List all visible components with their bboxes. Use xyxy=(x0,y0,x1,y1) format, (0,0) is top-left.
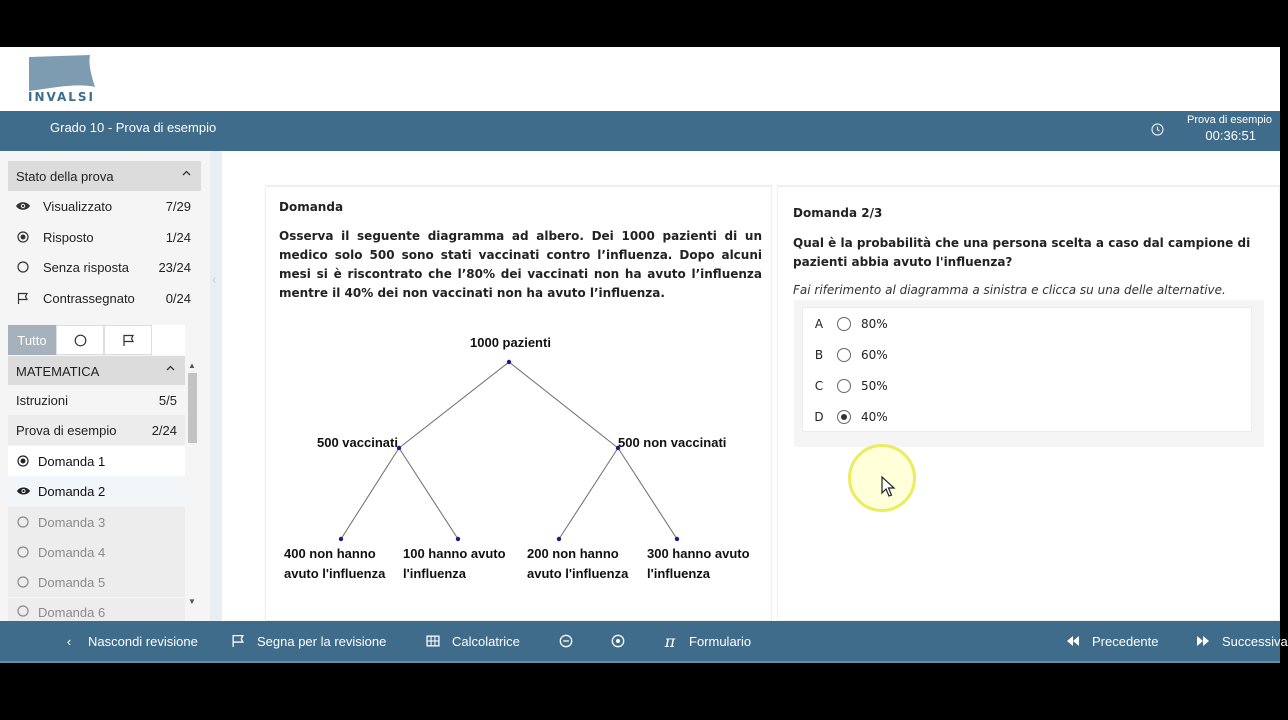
previous-label: Precedente xyxy=(1092,633,1159,649)
tree-node-dot xyxy=(456,537,460,541)
question-hint: Fai riferimento al diagramma a sinistra e clicca su una delle alternative. xyxy=(793,283,1226,297)
chevron-left-icon: ‹ xyxy=(66,633,72,649)
chevron-left-icon[interactable]: ‹ xyxy=(212,271,217,287)
previous-button[interactable] xyxy=(1066,621,1159,661)
status-answered[interactable] xyxy=(8,222,201,252)
question-item-label: Domanda 4 xyxy=(38,544,106,560)
radio-empty-icon xyxy=(17,546,29,558)
tree-leaf-label: 100 hanno avuto xyxy=(403,546,506,561)
radio-empty-icon xyxy=(17,605,29,617)
option-letter: B xyxy=(814,347,824,362)
tree-leaf-label: l'influenza xyxy=(403,566,467,581)
radio-empty-icon xyxy=(17,576,29,588)
test-label: Prova di esempio xyxy=(1187,114,1272,126)
stimulus-panel xyxy=(265,185,772,621)
sidebar-scrollbar[interactable] xyxy=(187,361,199,609)
flag-icon xyxy=(17,292,29,305)
option-radio[interactable] xyxy=(837,379,851,393)
radio-checked-icon xyxy=(17,231,29,243)
question-item-2[interactable] xyxy=(8,476,185,506)
radio-checked-icon xyxy=(17,455,29,467)
rewind-icon xyxy=(1066,634,1080,648)
section-item-prova[interactable] xyxy=(8,415,185,445)
review-sidebar xyxy=(0,151,212,621)
calculator-button[interactable] xyxy=(426,621,520,661)
radio-empty-icon xyxy=(17,261,29,273)
next-label: Successiva xyxy=(1222,633,1288,649)
eye-icon xyxy=(15,201,31,211)
question-item-label: Domanda 3 xyxy=(38,514,106,530)
option-letter: C xyxy=(814,378,824,393)
section-item-label: Istruzioni xyxy=(16,392,69,408)
zoom-out-button[interactable] xyxy=(559,621,573,661)
tree-leaf-label: avuto l'influenza xyxy=(284,566,386,581)
section-item-istruzioni[interactable] xyxy=(8,385,185,415)
flag-icon xyxy=(231,634,245,648)
calculator-label: Calcolatrice xyxy=(452,633,520,649)
logo-text: INVALSI xyxy=(28,90,96,104)
question-item-3[interactable] xyxy=(8,507,185,537)
logo-bar xyxy=(0,47,1280,111)
question-panel xyxy=(777,185,1280,621)
stimulus-title: Domanda xyxy=(279,200,344,214)
section-item-count: 5/5 xyxy=(158,392,177,408)
option-text: 60% xyxy=(861,347,888,362)
status-label: Contrassegnato xyxy=(43,290,135,306)
filter-flagged-button[interactable] xyxy=(104,325,152,355)
status-label: Senza risposta xyxy=(43,259,129,275)
status-viewed[interactable] xyxy=(8,191,201,221)
option-radio[interactable] xyxy=(837,317,851,331)
sidebar-collapse-strip[interactable] xyxy=(210,151,222,621)
tree-leaf-label: 300 hanno avuto xyxy=(647,546,750,561)
tree-leaf-label: avuto l'influenza xyxy=(527,566,629,581)
header-bar xyxy=(0,111,1280,151)
mark-review-label: Segna per la revisione xyxy=(257,633,387,649)
status-count: 0/24 xyxy=(165,290,191,306)
radio-empty-icon xyxy=(74,334,87,347)
zoom-in-icon xyxy=(611,634,625,648)
tree-leaf-label: 200 non hanno xyxy=(527,546,619,561)
scroll-down-arrow-icon[interactable]: ▼ xyxy=(188,597,196,606)
flag-icon xyxy=(122,334,135,347)
option-radio[interactable] xyxy=(837,348,851,362)
scroll-thumb[interactable] xyxy=(188,373,197,443)
fast-forward-icon xyxy=(1196,634,1210,648)
question-item-6[interactable] xyxy=(8,598,185,621)
status-header[interactable] xyxy=(8,161,201,191)
tree-node-dot xyxy=(507,360,511,364)
filter-bar xyxy=(8,325,185,355)
section-header[interactable] xyxy=(8,356,185,386)
chevron-up-icon[interactable] xyxy=(182,169,191,178)
options-container xyxy=(794,300,1264,447)
section-item-label: Prova di esempio xyxy=(16,422,117,438)
tree-root-label: 1000 pazienti xyxy=(470,335,551,350)
status-label: Risposto xyxy=(43,229,94,245)
status-count: 1/24 xyxy=(165,229,191,245)
tree-leaf-label: l'influenza xyxy=(647,566,711,581)
formulary-button[interactable] xyxy=(663,621,751,661)
option-b[interactable] xyxy=(803,339,1253,370)
main-area xyxy=(0,151,1280,621)
zoom-out-icon xyxy=(559,634,573,648)
question-item-label: Domanda 5 xyxy=(38,574,106,590)
page-title: Grado 10 - Prova di esempio xyxy=(50,120,217,135)
question-item-label: Domanda 1 xyxy=(38,453,106,469)
status-label: Visualizzato xyxy=(43,198,113,214)
tree-node-dot xyxy=(557,537,561,541)
formulary-label: Formulario xyxy=(689,633,752,649)
option-radio-selected[interactable] xyxy=(837,410,851,424)
status-count: 23/24 xyxy=(158,259,191,275)
question-item-4[interactable] xyxy=(8,537,185,567)
filter-all-button[interactable]: Tutto xyxy=(8,325,56,355)
question-text: Qual è la probabilità che una persona scelta a caso dal campione di pazienti abbia avuto l'influenza? xyxy=(793,236,1251,269)
option-letter: D xyxy=(814,409,824,424)
section-item-count: 2/24 xyxy=(151,422,177,438)
tree-node-dot xyxy=(675,537,679,541)
footer-toolbar xyxy=(0,621,1288,661)
hide-review-button[interactable] xyxy=(62,621,198,661)
pi-icon: π xyxy=(664,631,676,651)
tree-diagram xyxy=(266,327,771,597)
option-text: 80% xyxy=(861,316,888,331)
option-letter: A xyxy=(814,316,824,331)
timer: 00:36:51 xyxy=(1205,128,1256,143)
status-count: 7/29 xyxy=(165,198,191,214)
mark-review-button[interactable] xyxy=(231,621,386,661)
tree-node-dot xyxy=(339,537,343,541)
next-button[interactable] xyxy=(1196,621,1288,661)
option-d[interactable] xyxy=(803,401,1253,432)
tree-left-label: 500 vaccinati xyxy=(317,435,398,450)
filter-unanswered-button[interactable] xyxy=(56,325,104,355)
option-a[interactable] xyxy=(803,308,1253,339)
question-item-label: Domanda 6 xyxy=(38,605,106,620)
question-item-1[interactable] xyxy=(8,446,185,476)
options-list xyxy=(802,307,1252,432)
filter-spacer xyxy=(152,325,185,355)
footer-divider xyxy=(0,661,1280,663)
section-title: MATEMATICA xyxy=(16,363,100,379)
status-unanswered[interactable] xyxy=(8,252,201,282)
mouse-pointer-icon xyxy=(881,476,895,498)
question-item-5[interactable] xyxy=(8,567,185,597)
clock-icon xyxy=(1150,122,1165,137)
tree-right-label: 500 non vaccinati xyxy=(618,435,727,450)
tree-leaf-label: 400 non hanno xyxy=(284,546,376,561)
option-text: 40% xyxy=(861,409,888,424)
hide-review-label: Nascondi revisione xyxy=(88,633,198,649)
calculator-icon xyxy=(426,634,440,648)
option-text: 50% xyxy=(861,378,888,393)
scroll-up-arrow-icon[interactable]: ▲ xyxy=(188,361,196,370)
chevron-up-icon[interactable] xyxy=(166,364,175,373)
stimulus-text: Osserva il seguente diagramma ad albero. Dei 1000 pazienti di un medico solo 500 sono stati vaccinati contro l’influenza. Dopo alcuni mesi si è riscontrato che l’80% dei vaccinati non ha avuto l’influenza mentre il 40% dei non vaccinati non ha avuto l’influenza. xyxy=(279,229,762,300)
status-flagged[interactable] xyxy=(8,283,201,313)
question-item-label: Domanda 2 xyxy=(38,483,106,499)
status-header-label: Stato della prova xyxy=(16,168,114,184)
eye-icon xyxy=(16,486,31,496)
question-number: Domanda 2/3 xyxy=(793,206,883,220)
radio-empty-icon xyxy=(17,516,29,528)
option-c[interactable] xyxy=(803,370,1253,401)
zoom-in-button[interactable] xyxy=(611,621,625,661)
